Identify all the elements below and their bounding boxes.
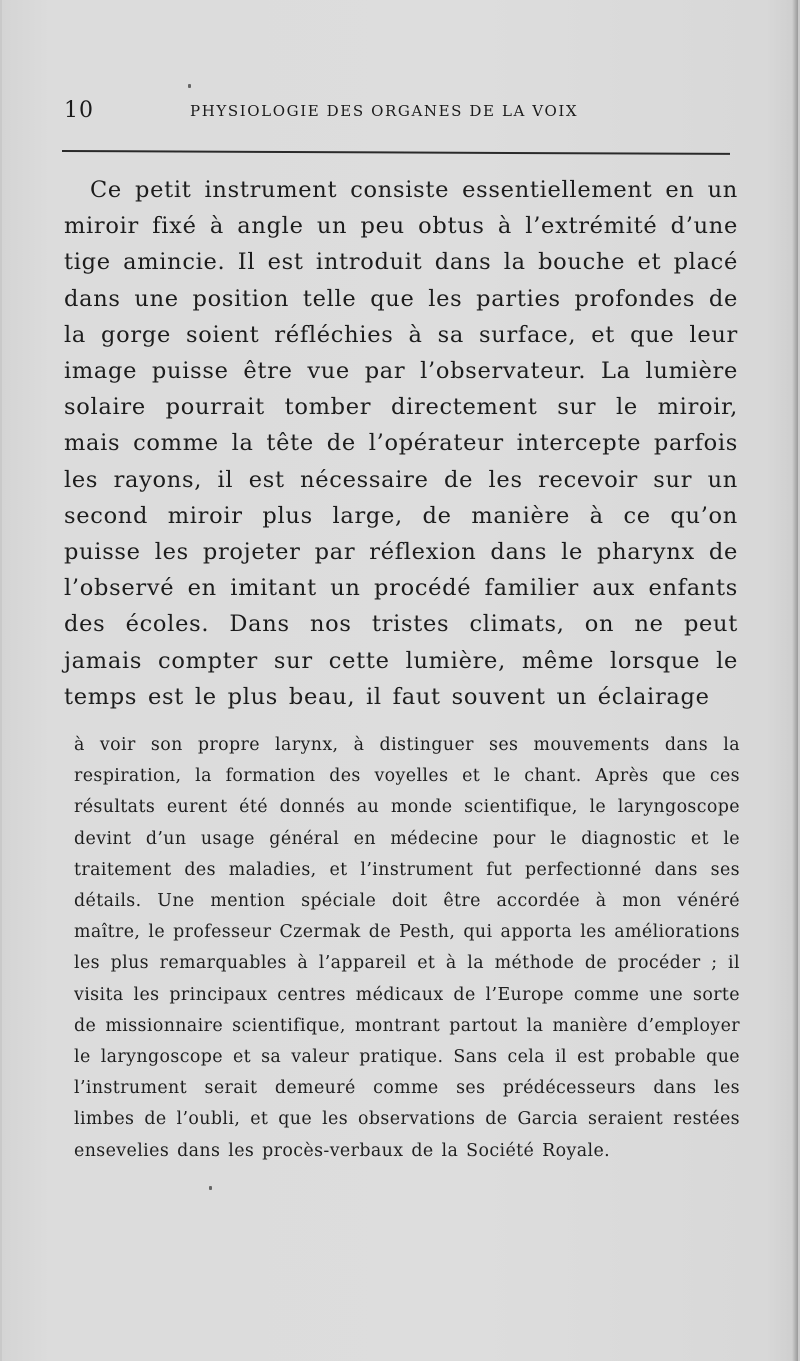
- ink-speck: [188, 84, 191, 88]
- footnote-text: à voir son propre larynx, à distinguer ses mouvements dans la respiration, la formation des voyelles et le chant. Après que ces résultats eurent été donnés au monde scientifique, le laryngoscope devint d’un usage général en médecine pour le diagnostic et le traitement des maladies, et l’instrument fut perfectionné dans ses détails. Une mention spéciale doit être accordée à mon vénéré maître, le professeur Czermak de Pesth, qui apporta les améliorations les plus remarquables à l’appareil et à la méthode de procéder ; il visita les principaux centres médicaux de l’Europe comme une sorte de missionnaire scientifique, montrant partout la manière d’employer le laryngoscope et sa valeur pratique. Sans cela il est probable que l’instrument serait demeuré comme ses prédécesseurs dans les limbes de l’oubli, et que les observations de Garcia seraient restées ensevelies dans les procès-verbaux de la Société Royale.: [74, 735, 740, 1161]
- running-head: [64, 98, 744, 132]
- scanned-book-page: [2, 0, 798, 1361]
- body-paragraph: Ce petit instrument consiste essentiellement en un miroir fixé à angle un peu obtus à l’extrémité d’une tige amincie. Il est introduit dans la bouche et placé dans une position telle que les parties profondes de la gorge soient réfléchies à sa surface, et que leur image puisse être vue par l’observateur. La lumière solaire pourrait tomber directement sur le miroir, mais comme la tête de l’opérateur intercepte parfois les rayons, il est nécessaire de les recevoir sur un second miroir plus large, de manière à ce qu’on puisse les projeter par réflexion dans le pharynx de l’observé en imitant un procédé familier aux enfants des écoles. Dans nos tristes climats, on ne peut jamais compter sur cette lumière, même lorsque le temps est le plus beau, il faut souvent un éclairage: [64, 177, 738, 710]
- header-rule: [62, 150, 730, 155]
- page-edge-shadow: [792, 0, 798, 1361]
- page-number: 10: [64, 98, 94, 123]
- ink-speck: [209, 1186, 212, 1190]
- running-title: PHYSIOLOGIE DES ORGANES DE LA VOIX: [190, 102, 579, 120]
